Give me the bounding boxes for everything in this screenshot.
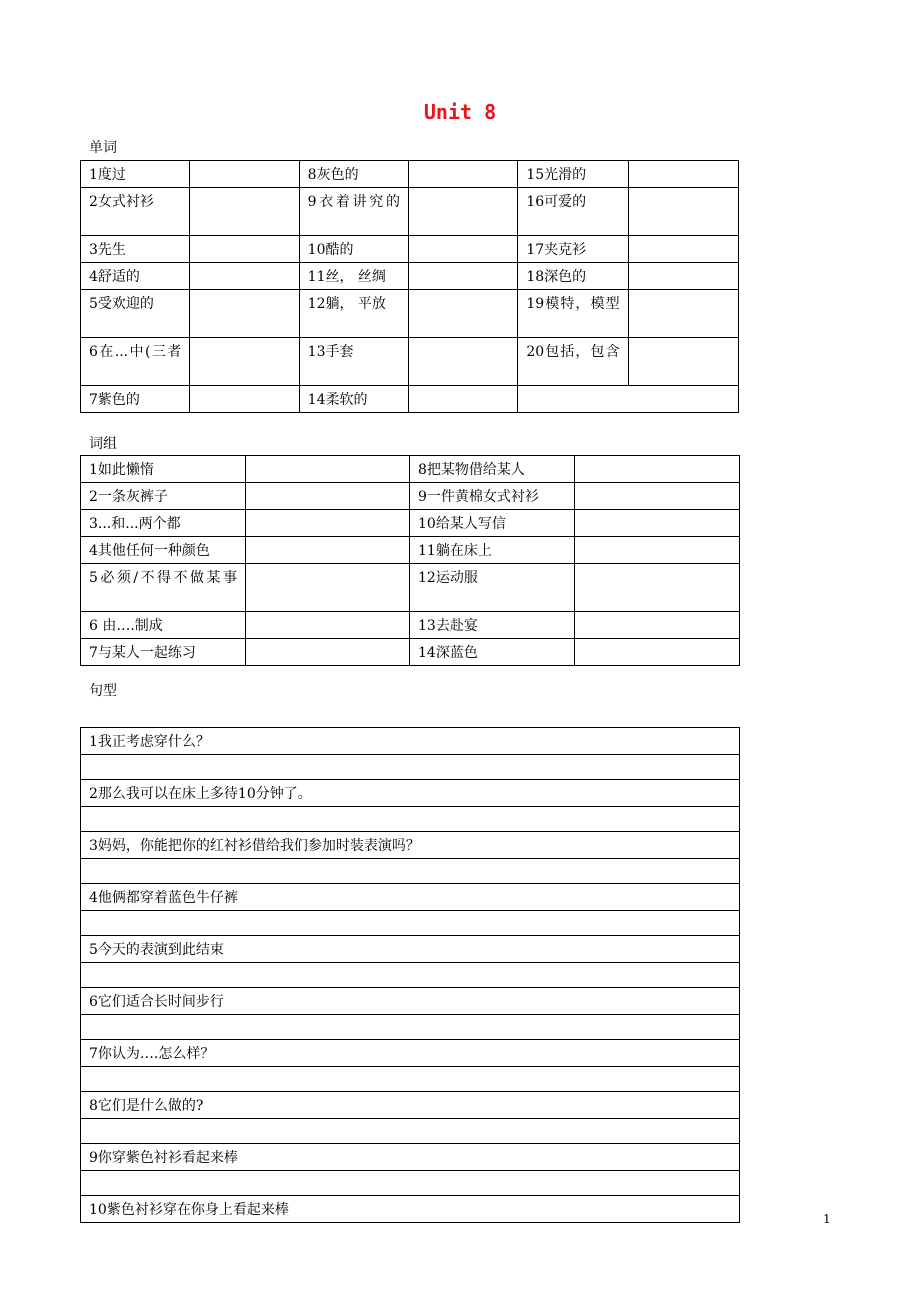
answer-cell[interactable] — [628, 161, 738, 188]
word-cell: 8灰色的 — [299, 161, 408, 188]
phrase-cell: 5必须/不得不做某事 — [81, 564, 246, 612]
table-row — [81, 1092, 740, 1119]
word-cell: 18深色的 — [518, 263, 628, 290]
answer-cell[interactable] — [408, 386, 517, 413]
answer-cell[interactable] — [190, 263, 299, 290]
table-row — [81, 884, 740, 911]
table-row — [81, 1196, 740, 1223]
answer-cell[interactable] — [246, 639, 410, 666]
table-row — [81, 456, 740, 483]
answer-line[interactable] — [81, 1015, 740, 1040]
sentence-prompt: 2那么我可以在床上多待10分钟了。 — [81, 780, 740, 807]
sentence-prompt: 9你穿紫色衬衫看起来棒 — [81, 1144, 740, 1171]
phrase-cell: 9一件黄棉女式衬衫 — [410, 483, 575, 510]
word-cell: 11丝， 丝绸 — [299, 263, 408, 290]
page-number: 1 — [823, 1212, 831, 1226]
answer-cell[interactable] — [408, 290, 517, 338]
answer-cell[interactable] — [575, 537, 740, 564]
phrase-cell: 14深蓝色 — [410, 639, 575, 666]
word-cell: 1度过 — [81, 161, 190, 188]
table-row — [81, 1119, 740, 1144]
phrase-cell: 12运动服 — [410, 564, 575, 612]
answer-line[interactable] — [81, 911, 740, 936]
answer-cell[interactable] — [246, 612, 410, 639]
phrase-cell: 13去赴宴 — [410, 612, 575, 639]
answer-line[interactable] — [81, 1119, 740, 1144]
table-row — [81, 236, 739, 263]
sentence-prompt: 6它们适合长时间步行 — [81, 988, 740, 1015]
word-cell: 19模特，模型 — [518, 290, 628, 338]
sentence-prompt: 8它们是什么做的? — [81, 1092, 740, 1119]
word-cell: 16可爱的 — [518, 188, 628, 236]
table-row — [81, 483, 740, 510]
answer-line[interactable] — [81, 963, 740, 988]
phrase-cell: 4其他任何一种颜色 — [81, 537, 246, 564]
phrase-cell: 3...和...两个都 — [81, 510, 246, 537]
answer-line[interactable] — [81, 1171, 740, 1196]
sentence-prompt: 5今天的表演到此结束 — [81, 936, 740, 963]
table-row — [81, 386, 739, 413]
answer-cell[interactable] — [575, 483, 740, 510]
answer-cell[interactable] — [628, 188, 738, 236]
answer-cell[interactable] — [408, 188, 517, 236]
answer-cell[interactable] — [246, 537, 410, 564]
word-cell: 17夹克衫 — [518, 236, 628, 263]
table-row — [81, 755, 740, 780]
table-row — [81, 510, 740, 537]
word-cell: 7紫色的 — [81, 386, 190, 413]
table-row — [81, 188, 739, 236]
table-row — [81, 936, 740, 963]
word-cell: 4舒适的 — [81, 263, 190, 290]
word-cell: 14柔软的 — [299, 386, 408, 413]
answer-cell[interactable] — [190, 386, 299, 413]
answer-cell[interactable] — [628, 263, 738, 290]
answer-line[interactable] — [81, 859, 740, 884]
answer-cell[interactable] — [190, 236, 299, 263]
table-row — [81, 1171, 740, 1196]
answer-cell[interactable] — [575, 456, 740, 483]
answer-cell[interactable] — [190, 338, 299, 386]
answer-cell[interactable] — [246, 564, 410, 612]
phrase-cell: 11躺在床上 — [410, 537, 575, 564]
table-row — [81, 1040, 740, 1067]
phrases-table — [80, 455, 740, 666]
table-row — [81, 807, 740, 832]
phrase-cell: 1如此懒惰 — [81, 456, 246, 483]
table-row — [81, 911, 740, 936]
table-row — [81, 963, 740, 988]
empty-cell — [518, 386, 739, 413]
sentence-prompt: 1我正考虑穿什么？ — [81, 728, 740, 755]
vocabulary-table — [80, 160, 739, 413]
sentence-prompt: 4他俩都穿着蓝色牛仔裤 — [81, 884, 740, 911]
word-cell: 2女式衬衫 — [81, 188, 190, 236]
answer-line[interactable] — [81, 755, 740, 780]
answer-cell[interactable] — [408, 263, 517, 290]
table-row — [81, 338, 739, 386]
answer-cell[interactable] — [628, 236, 738, 263]
table-row — [81, 290, 739, 338]
answer-cell[interactable] — [575, 639, 740, 666]
answer-cell[interactable] — [628, 290, 738, 338]
answer-cell[interactable] — [575, 612, 740, 639]
table-row — [81, 1015, 740, 1040]
page-title: Unit 8 — [423, 100, 497, 124]
answer-cell[interactable] — [575, 510, 740, 537]
word-cell: 12躺， 平放 — [299, 290, 408, 338]
phrase-cell: 7与某人一起练习 — [81, 639, 246, 666]
phrase-cell: 8把某物借给某人 — [410, 456, 575, 483]
answer-cell[interactable] — [246, 456, 410, 483]
table-row — [81, 639, 740, 666]
sentence-prompt: 3妈妈，你能把你的红衬衫借给我们参加时装表演吗？ — [81, 832, 740, 859]
phrase-cell: 2一条灰裤子 — [81, 483, 246, 510]
section-label-words: 单词 — [89, 140, 117, 156]
answer-cell[interactable] — [628, 338, 738, 386]
word-cell: 15光滑的 — [518, 161, 628, 188]
table-row — [81, 1067, 740, 1092]
answer-line[interactable] — [81, 1067, 740, 1092]
table-row — [81, 263, 739, 290]
table-row — [81, 728, 740, 755]
answer-cell[interactable] — [408, 338, 517, 386]
answer-cell[interactable] — [408, 236, 517, 263]
section-label-phrases: 词组 — [89, 436, 117, 452]
table-row — [81, 1144, 740, 1171]
answer-cell[interactable] — [246, 510, 410, 537]
answer-cell[interactable] — [190, 290, 299, 338]
answer-cell[interactable] — [575, 564, 740, 612]
phrase-cell: 6 由….制成 — [81, 612, 246, 639]
table-row — [81, 780, 740, 807]
word-cell: 6在...中(三者 — [81, 338, 190, 386]
word-cell: 10酷的 — [299, 236, 408, 263]
answer-cell[interactable] — [190, 161, 299, 188]
table-row — [81, 859, 740, 884]
table-row — [81, 564, 740, 612]
table-row — [81, 612, 740, 639]
sentence-prompt: 7你认为….怎么样？ — [81, 1040, 740, 1067]
word-cell: 20包括，包含 — [518, 338, 628, 386]
table-row — [81, 537, 740, 564]
word-cell: 5受欢迎的 — [81, 290, 190, 338]
word-cell: 9衣着讲究的 — [299, 188, 408, 236]
answer-cell[interactable] — [190, 188, 299, 236]
sentences-table — [80, 727, 740, 1223]
section-label-sentences: 句型 — [89, 683, 117, 699]
sentence-prompt: 10紫色衬衫穿在你身上看起来棒 — [81, 1196, 740, 1223]
table-row — [81, 161, 739, 188]
answer-cell[interactable] — [408, 161, 517, 188]
table-row — [81, 832, 740, 859]
phrase-cell: 10给某人写信 — [410, 510, 575, 537]
word-cell: 13手套 — [299, 338, 408, 386]
table-row — [81, 988, 740, 1015]
answer-cell[interactable] — [246, 483, 410, 510]
answer-line[interactable] — [81, 807, 740, 832]
word-cell: 3先生 — [81, 236, 190, 263]
